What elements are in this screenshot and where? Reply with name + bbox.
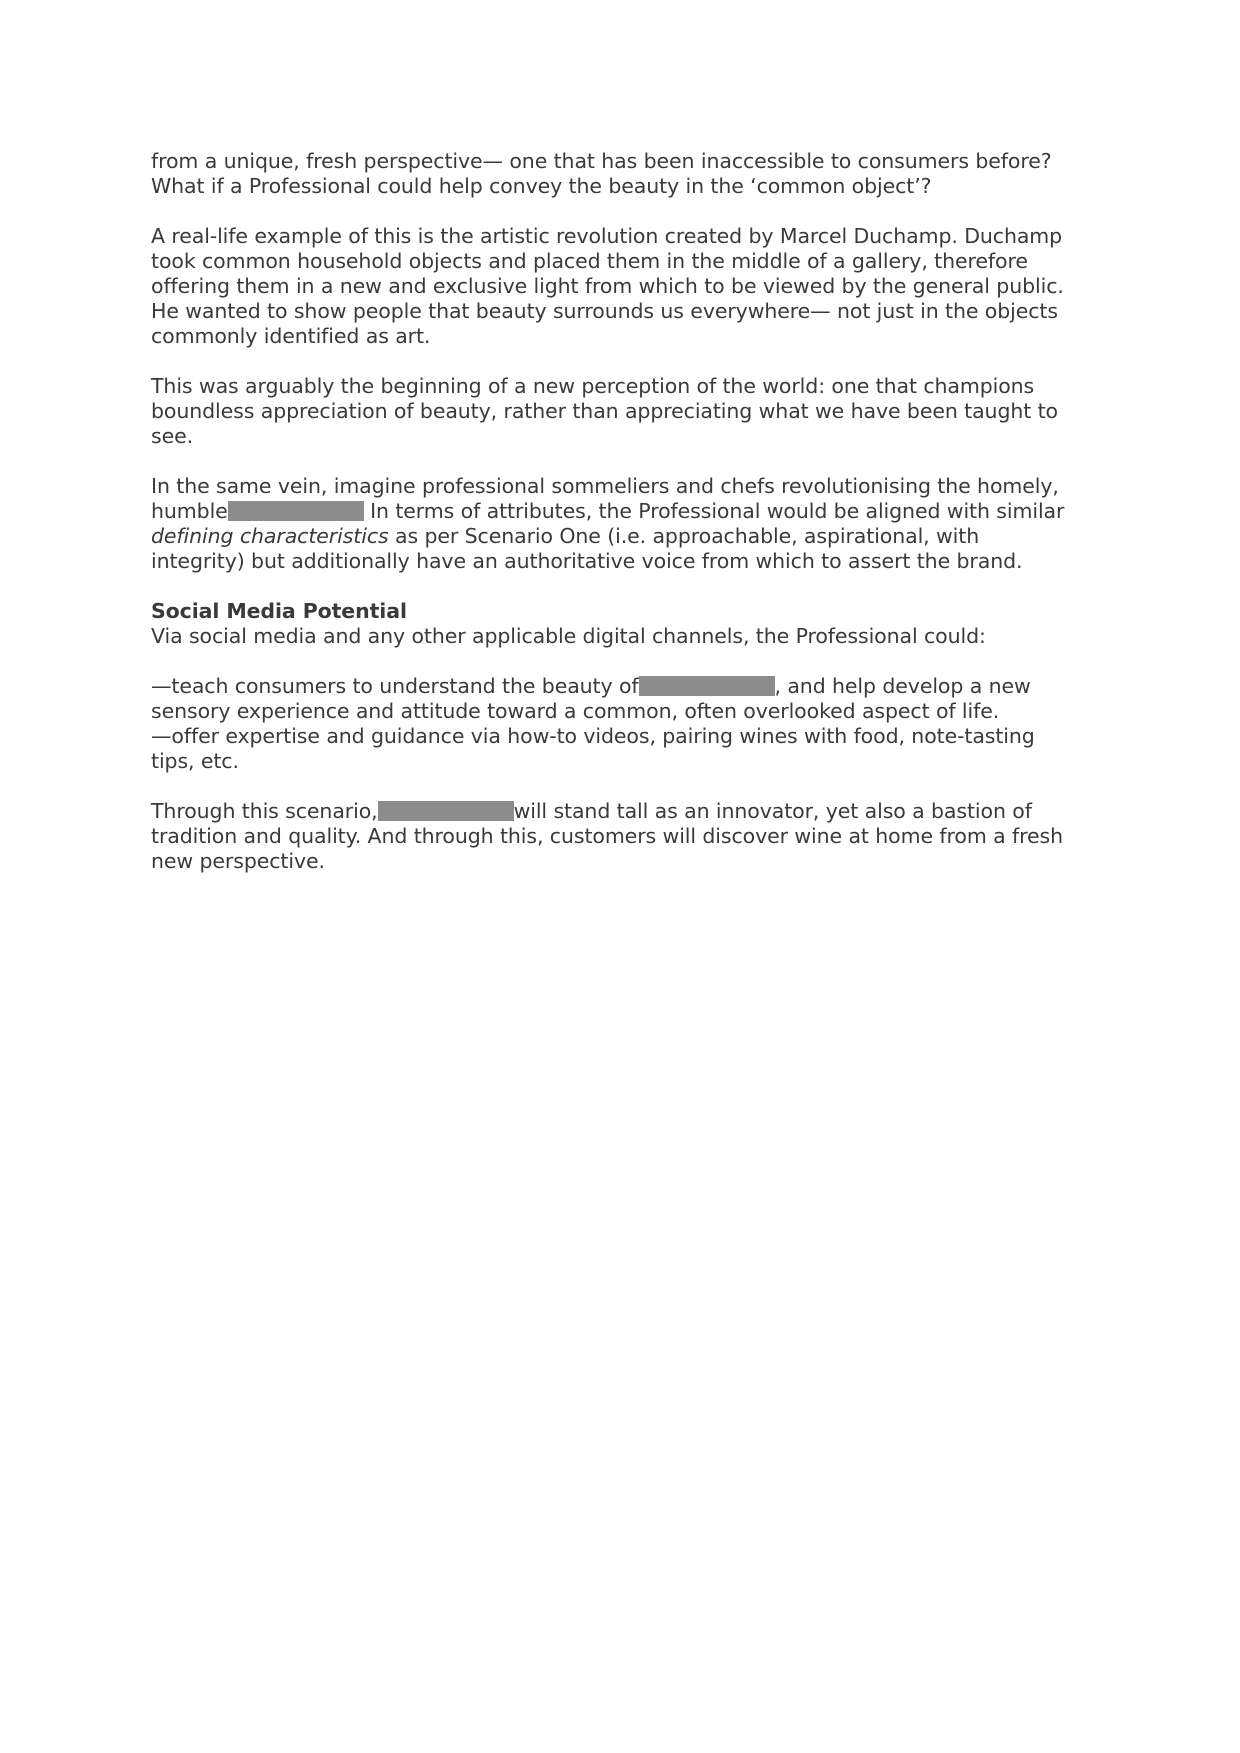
text-line: commonly identified as art.	[151, 324, 431, 348]
text-fragment: , and help develop a new	[774, 674, 1031, 698]
text-line: tradition and quality. And through this, customers will discover wine at home from a fresh	[151, 824, 1063, 848]
text-line: offering them in a new and exclusive light from which to be viewed by the general public.	[151, 274, 1064, 298]
paragraph-duchamp	[151, 224, 1101, 349]
text-line: integrity) but additionally have an authoritative voice from which to assert the brand.	[151, 549, 1023, 573]
document-page	[151, 149, 1101, 874]
text-line: took common household objects and placed them in the middle of a gallery, therefore	[151, 249, 1028, 273]
section-social-media	[151, 599, 1101, 649]
text-fragment: will stand tall as an innovator, yet also a bastion of	[513, 799, 1032, 823]
paragraph-same-vein	[151, 474, 1101, 574]
bullet-list	[151, 674, 1101, 774]
text-line	[151, 524, 1101, 549]
text-line: A real-life example of this is the artistic revolution created by Marcel Duchamp. Duchamp	[151, 224, 1063, 248]
text-line: In the same vein, imagine professional sommeliers and chefs revolutionising the homely,	[151, 474, 1059, 498]
text-line	[151, 499, 1101, 524]
text-line: sensory experience and attitude toward a common, often overlooked aspect of life.	[151, 699, 1000, 723]
list-item	[151, 674, 1101, 699]
text-line: new perspective.	[151, 849, 325, 873]
text-line: from a unique, fresh perspective— one that has been inaccessible to consumers before?	[151, 149, 1052, 173]
text-line: What if a Professional could help convey the beauty in the ‘common object’?	[151, 174, 932, 198]
paragraph-perception	[151, 374, 1101, 449]
text-fragment: Through this scenario,	[151, 799, 378, 823]
text-fragment: —teach consumers to understand the beauty of	[151, 674, 639, 698]
text-line: Via social media and any other applicable digital channels, the Professional could:	[151, 624, 986, 648]
text-line: see.	[151, 424, 194, 448]
list-item: —offer expertise and guidance via how-to videos, pairing wines with food, note-tasting	[151, 724, 1035, 748]
redaction-block	[378, 801, 514, 821]
text-line	[151, 799, 1101, 824]
italic-phrase: defining characteristics	[151, 524, 389, 548]
text-line: tips, etc.	[151, 749, 239, 773]
text-fragment: In terms of attributes, the Professional would be aligned with similar	[363, 499, 1065, 523]
text-fragment: as per Scenario One (i.e. approachable, aspirational, with	[388, 524, 980, 548]
redaction-block	[639, 676, 775, 696]
section-heading: Social Media Potential	[151, 599, 407, 623]
text-line: boundless appreciation of beauty, rather than appreciating what we have been taught to	[151, 399, 1058, 423]
text-fragment: humble	[151, 499, 228, 523]
paragraph-intro	[151, 149, 1101, 199]
redaction-block	[228, 501, 364, 521]
text-line: He wanted to show people that beauty surrounds us everywhere— not just in the objects	[151, 299, 1058, 323]
paragraph-conclusion	[151, 799, 1101, 874]
text-line: This was arguably the beginning of a new perception of the world: one that champions	[151, 374, 1035, 398]
